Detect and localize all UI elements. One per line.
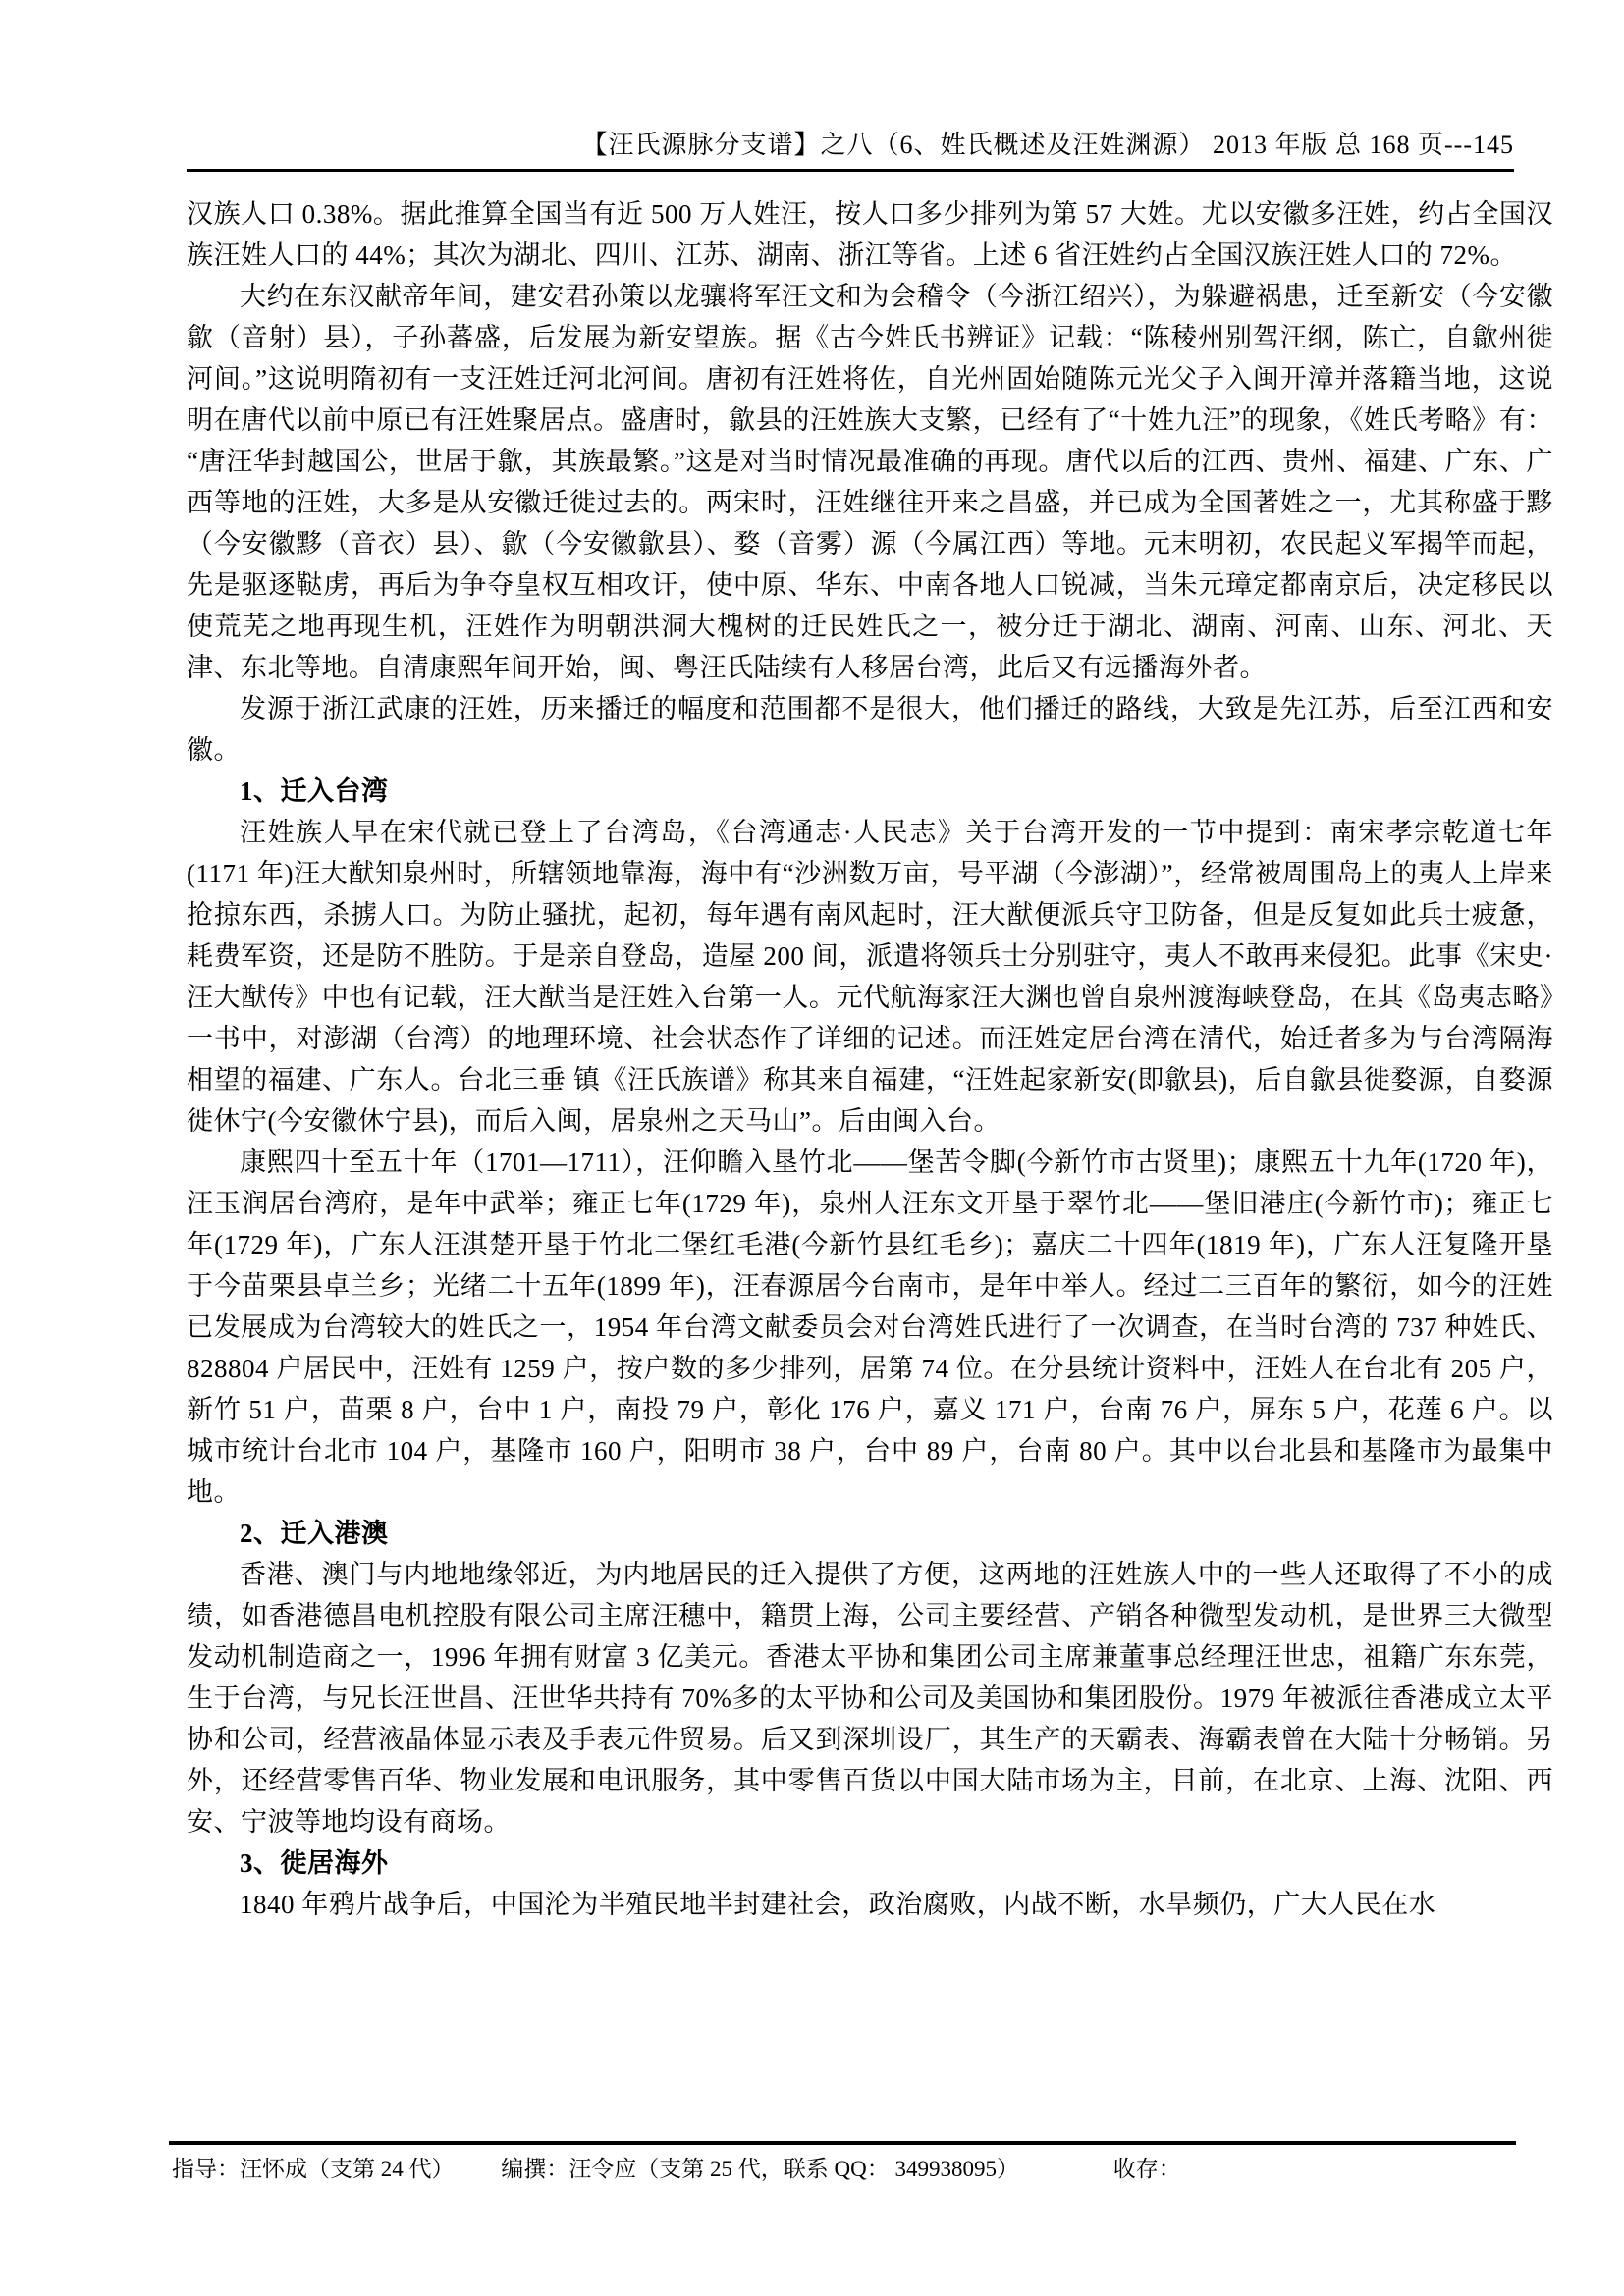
section-heading-overseas: 3、徙居海外 [240,1848,389,1878]
page-footer [172,2154,1546,2185]
section-heading-taiwan: 1、迁入台湾 [240,776,389,806]
section-heading-hongkong-macau: 2、迁入港澳 [240,1519,389,1548]
paragraph-overseas: 1840 年鸦片战争后，中国沦为半殖民地半封建社会，政治腐败，内战不断，水旱频仍，广大人民在水 [240,1890,1436,1919]
footer-keeper: 收存： [1112,2157,1181,2181]
paragraph-taiwan-qing-era-statistics: 康熙四十至五十年（1701—1711），汪仰瞻入垦竹北——堡苦令脚(今新竹市古贤里)；康熙五十九年(1720 年)，汪玉润居台湾府，是年中武举；雍正七年(1729 年)，泉州人汪东文开垦于翠竹北——堡旧港庄(今新竹市)；雍正七年(1729 年)，广东人汪淇楚开垦于竹北二堡红毛港(今新竹县红毛乡)；嘉庆二十四年(1819 年)，广东人汪复隆开垦于今苗栗县卓兰乡；光绪二十五年(1899 年)，汪春源居今台南市，是年中举人。经过二三百年的繁衍，如今的汪姓已发展成为台湾较大的姓氏之一，1954 年台湾文献委员会对台湾姓氏进行了一次调查，在当时台湾的 737 种姓氏、828804 户居民中，汪姓有 1259 户，按户数的多少排列，居第 74 位。在分县统计资料中，汪姓人在台北有 205 户，新竹 51 户，苗栗 8 户，台中 1 户，南投 79 户，彰化 176 户，嘉义 171 户，台南 76 户，屏东 5 户，花莲 6 户。以城市统计台北市 104 户，基隆市 160 户，阳明市 38 户，台中 89 户，台南 80 户。其中以台北县和基隆市为最集中地。 [187,1148,1553,1507]
paragraph-population-stats: 汉族人口 0.38%。据此推算全国当有近 500 万人姓汪，按人口多少排列为第 57 大姓。尤以安徽多汪姓，约占全国汉族汪姓人口的 44%；其次为湖北、四川、江苏、湖南、浙江等省。上述 6 省汪姓约占全国汉族汪姓人口的 72%。 [187,199,1553,270]
page-header-title: 【汪氏源脉分支谱】之八（6、姓氏概述及汪姓渊源） 2013 年版 总 168 页---145 [581,131,1514,159]
paragraph-hongkong-macau: 香港、澳门与内地地缘邻近，为内地居民的迁入提供了方便，这两地的汪姓族人中的一些人还取得了不小的成绩，如香港德昌电机控股有限公司主席汪穗中，籍贯上海，公司主要经营、产销各种微型发动机，是世界三大微型发动机制造商之一，1996 年拥有财富 3 亿美元。香港太平协和集团公司主席兼董事总经理汪世忠，祖籍广东东莞，生于台湾，与兄长汪世昌、汪世华共持有 70%多的太平协和公司及美国协和集团股份。1979 年被派往香港成立太平协和公司，经营液晶体显示表及手表元件贸易。后又到深圳设厂，其生产的天霸表、海霸表曾在大陆十分畅销。另外，还经营零售百华、物业发展和电讯服务，其中零售百货以中国大陆市场为主，目前，在北京、上海、沈阳、西安、宁波等地均设有商场。 [187,1560,1553,1837]
footer-editor: 编撰：汪令应（支第 25 代，联系 QQ： 349938095） [501,2157,1019,2181]
header-divider [187,169,1514,172]
paragraph-zhejiang-wukang: 发源于浙江武康的汪姓，历来播迁的幅度和范围都不是很大，他们播迁的路线，大致是先江苏，后至江西和安徽。 [187,694,1553,765]
paragraph-taiwan-song-era: 汪姓族人早在宋代就已登上了台湾岛，《台湾通志·人民志》关于台湾开发的一节中提到：南宋孝宗乾道七年(1171 年)汪大猷知泉州时，所辖领地靠海，海中有“沙洲数万亩，号平湖（今澎湖）”，经常被周围岛上的夷人上岸来抢掠东西，杀掳人口。为防止骚扰，起初，每年遇有南风起时，汪大猷便派兵守卫防备，但是反复如此兵士疲惫，耗费军资，还是防不胜防。于是亲自登岛，造屋 200 间，派遣将领兵士分别驻守，夷人不敢再来侵犯。此事《宋史·汪大猷传》中也有记载，汪大猷当是汪姓入台第一人。元代航海家汪大渊也曾自泉州渡海峡登岛，在其《岛夷志略》一书中，对澎湖（台湾）的地理环境、社会状态作了详细的记述。而汪姓定居台湾在清代，始迁者多为与台湾隔海相望的福建、广东人。台北三垂 镇《汪氏族谱》称其来自福建，“汪姓起家新安(即歙县)，后自歙县徙婺源，自婺源徙休宁(今安徽休宁县)，而后入闽，居泉州之天马山”。后由闽入台。 [187,818,1553,1136]
footer-divider [169,2141,1516,2145]
paragraph-han-dynasty-origin: 大约在东汉献帝年间，建安君孙策以龙骧将军汪文和为会稽令（今浙江绍兴），为躲避祸患，迁至新安（今安徽歙（音射）县），子孙蕃盛，后发展为新安望族。据《古今姓氏书辨证》记载：“陈稜州别驾汪纲，陈亡，自歙州徙河间。”这说明隋初有一支汪姓迁河北河间。唐初有汪姓将佐，自光州固始随陈元光父子入闽开漳并落籍当地，这说明在唐代以前中原已有汪姓聚居点。盛唐时，歙县的汪姓族大支繁，已经有了“十姓九汪”的现象，《姓氏考略》有：“唐汪华封越国公，世居于歙，其族最繁。”这是对当时情况最准确的再现。唐代以后的江西、贵州、福建、广东、广西等地的汪姓，大多是从安徽迁徙过去的。两宋时，汪姓继往开来之昌盛，并已成为全国著姓之一，尤其称盛于黟（今安徽黟（音衣）县）、歙（今安徽歙县）、婺（音雾）源（今属江西）等地。元末明初，农民起义军揭竿而起，先是驱逐鞑虏，再后为争夺皇权互相攻讦，使中原、华东、中南各地人口锐减，当朱元璋定都南京后，决定移民以使荒芜之地再现生机，汪姓作为明朝洪洞大槐树的迁民姓氏之一，被分迁于湖北、湖南、河南、山东、河北、天津、东北等地。自清康熙年间开始，闽、粤汪氏陆续有人移居台湾，此后又有远播海外者。 [187,282,1553,682]
footer-director: 指导：汪怀成（支第 24 代） [172,2157,455,2181]
document-body [187,193,1553,1925]
